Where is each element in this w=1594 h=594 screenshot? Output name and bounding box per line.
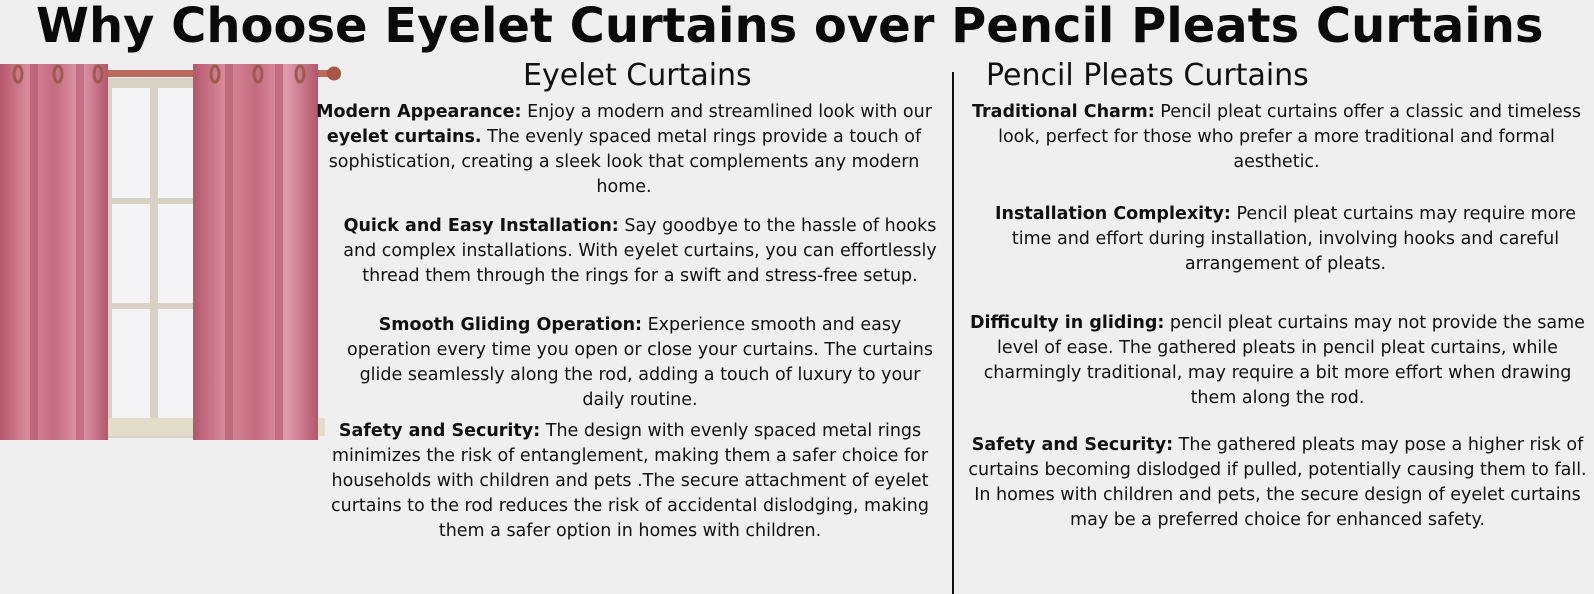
eyelet-heading: Eyelet Curtains bbox=[523, 58, 752, 93]
column-divider bbox=[952, 72, 954, 594]
left-curtain bbox=[0, 64, 108, 440]
rod-finial bbox=[327, 67, 341, 81]
pencil-difficulty-gliding: Difficulty in gliding: pencil pleat curtains may not provide the same level of ease. The gathered pleats in pencil pleat curtains, while charmingly traditional, may require a bit more effort when drawing them along the rod. bbox=[970, 313, 1585, 408]
pencil-traditional-charm: Traditional Charm: Pencil pleat curtains offer a classic and timeless look, perfect for those who prefer a more traditional and formal aesthetic. bbox=[972, 102, 1581, 172]
pencil-installation-complexity: Installation Complexity: Pencil pleat curtains may require more time and effort during installation, involving hooks and careful arrangement of pleats. bbox=[995, 204, 1576, 274]
pencil-safety-security: Safety and Security: The gathered pleats may pose a higher risk of curtains becoming dislodged if pulled, potentially causing them to fall. In homes with children and pets, the secure design of eyelet curtains may be a preferred choice for enhanced safety. bbox=[968, 435, 1587, 530]
curtain-window-illustration bbox=[0, 58, 345, 453]
pencil-heading: Pencil Pleats Curtains bbox=[986, 58, 1309, 93]
right-curtain bbox=[193, 64, 318, 440]
eyelet-safety-security: Safety and Security: The design with evenly spaced metal rings minimizes the risk of entanglement, making them a safer choice for households with children and pets .The secure attachment of eyelet curtains to the rod reduces the risk of accidental dislodging, making them a safer option in homes with children. bbox=[331, 421, 929, 541]
eyelet-modern-appearance: Modern Appearance: Enjoy a modern and streamlined look with our eyelet curtains. The evenly spaced metal rings provide a touch of sophistication, creating a sleek look that complements any modern home. bbox=[316, 102, 932, 197]
page-title: Why Choose Eyelet Curtains over Pencil Pleats Curtains bbox=[36, 0, 1544, 54]
eyelet-smooth-gliding: Smooth Gliding Operation: Experience smooth and easy operation every time you open or close your curtains. The curtains glide seamlessly along the rod, adding a touch of luxury to your daily routine. bbox=[346, 315, 934, 410]
eyelet-quick-installation: Quick and Easy Installation: Say goodbye to the hassle of hooks and complex installations. With eyelet curtains, you can effortlessly thread them through the rings for a swift and stress-free setup. bbox=[343, 216, 937, 286]
